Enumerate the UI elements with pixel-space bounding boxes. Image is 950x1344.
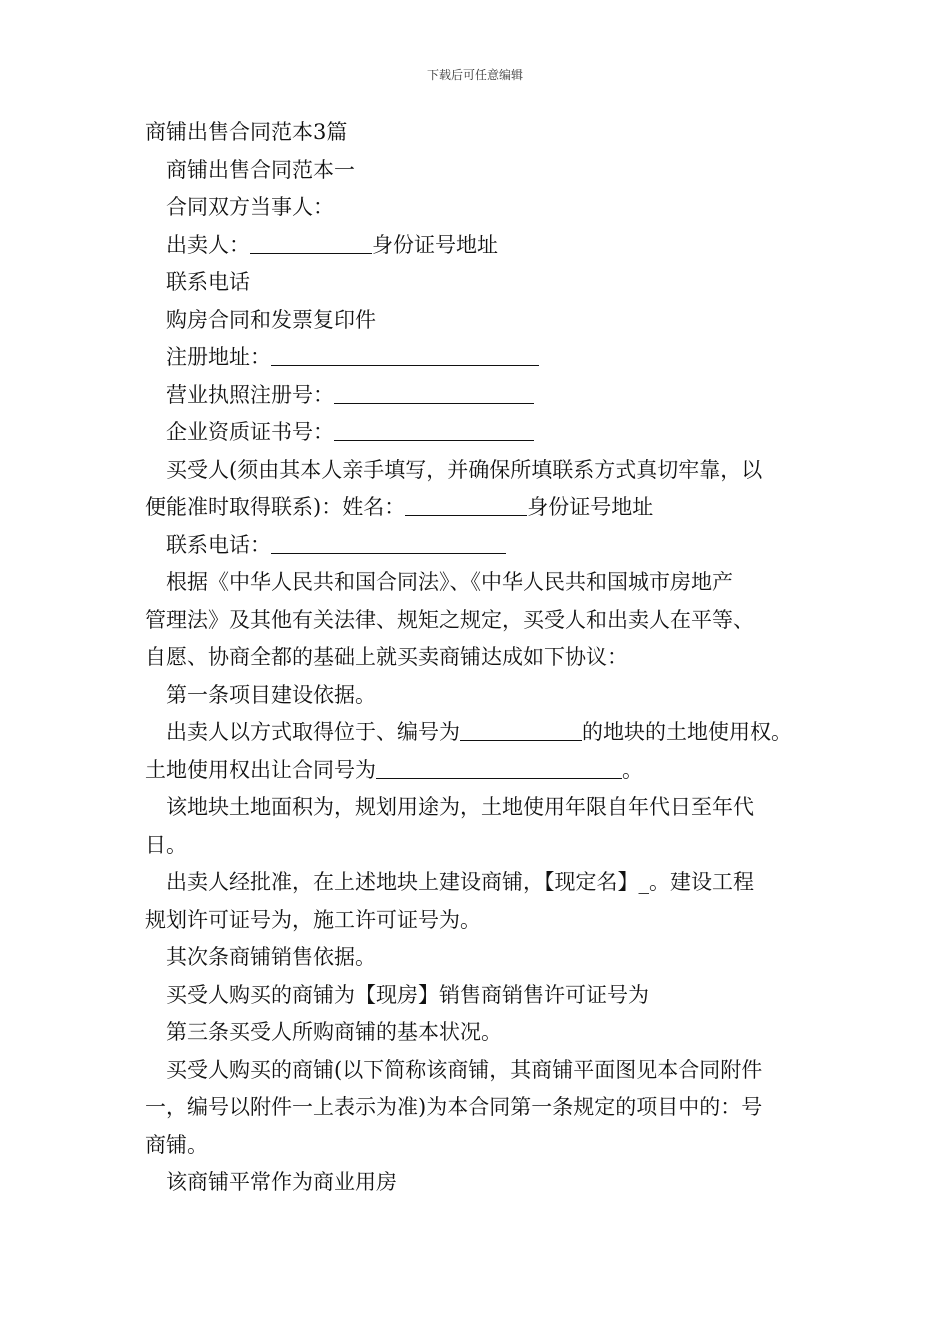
field-label: 联系电话： [166, 532, 271, 557]
text: 出卖人以方式取得位于、编号为 [166, 720, 460, 744]
paragraph: 该地块土地面积为，规划用途为，土地使用年限自年代日至年代 [166, 795, 754, 819]
fill-blank [334, 418, 534, 441]
id-address-label: 身份证号地址 [527, 495, 654, 519]
license-number-line [145, 377, 810, 415]
paragraph: 买受人(须由其本人亲手填写，并确保所填联系方式真切牢靠，以 [166, 457, 763, 482]
article-heading: 第三条买受人所购商铺的基本状况。 [166, 1020, 502, 1044]
buyer-name-line [145, 489, 810, 527]
fill-blank [334, 381, 534, 404]
paragraph: 联系电话 [166, 270, 250, 294]
article-heading: 其次条商铺销售依据。 [166, 945, 376, 969]
field-label: 便能准时取得联系)：姓名： [145, 495, 406, 519]
page-header: 下载后可任意编辑 [426, 68, 523, 82]
paragraph: 自愿、协商全都的基础上就买卖商铺达成如下协议： [145, 645, 628, 669]
paragraph: 一，编号以附件一上表示为准)为本合同第一条规定的项目中的：号 [145, 1095, 763, 1119]
paragraph: 合同双方当事人： [166, 195, 334, 219]
article-heading: 第一条项目建设依据。 [166, 682, 376, 707]
text: 土地使用权出让合同号为 [145, 757, 376, 782]
buyer-phone-line [145, 527, 810, 565]
document-body [145, 114, 810, 1202]
paragraph: 出卖人经批准，在上述地块上建设商铺，【现定名】_。建设工程 [166, 870, 754, 894]
field-label: 营业执照注册号： [166, 382, 334, 407]
paragraph: 该商铺平常作为商业用房 [166, 1170, 397, 1194]
field-label: 注册地址： [166, 345, 271, 369]
section-heading: 商铺出售合同范本一 [166, 157, 355, 182]
fill-blank [250, 231, 372, 254]
seller-label: 出卖人： [166, 232, 250, 257]
paragraph: 根据《中华人民共和国合同法》、《中华人民共和国城市房地产 [166, 570, 733, 594]
registered-address-line [145, 339, 810, 377]
paragraph: 日。 [145, 832, 187, 857]
fill-blank [271, 343, 539, 366]
contract-number-line [145, 752, 810, 790]
seller-line [145, 227, 810, 265]
paragraph: 买受人购买的商铺为【现房】销售商销售许可证号为 [166, 982, 649, 1007]
id-address-label: 身份证号地址 [372, 232, 498, 257]
field-label: 企业资质证书号： [166, 420, 334, 444]
land-use-line [145, 714, 810, 752]
document-title: 商铺出售合同范本3篇 [145, 120, 348, 144]
qualification-line [145, 414, 810, 452]
paragraph: 商铺。 [145, 1132, 208, 1157]
fill-blank [376, 756, 622, 779]
paragraph: 管理法》及其他有关法律、规矩之规定，买受人和出卖人在平等、 [145, 607, 754, 632]
text: 的地块的土地使用权。 [582, 720, 792, 744]
paragraph: 购房合同和发票复印件 [166, 307, 376, 332]
paragraph: 买受人购买的商铺(以下简称该商铺，其商铺平面图见本合同附件 [166, 1057, 763, 1082]
text: 。 [622, 757, 643, 782]
fill-blank [460, 718, 582, 741]
paragraph: 规划许可证号为，施工许可证号为。 [145, 907, 481, 932]
fill-blank [405, 493, 527, 516]
fill-blank [271, 531, 506, 554]
